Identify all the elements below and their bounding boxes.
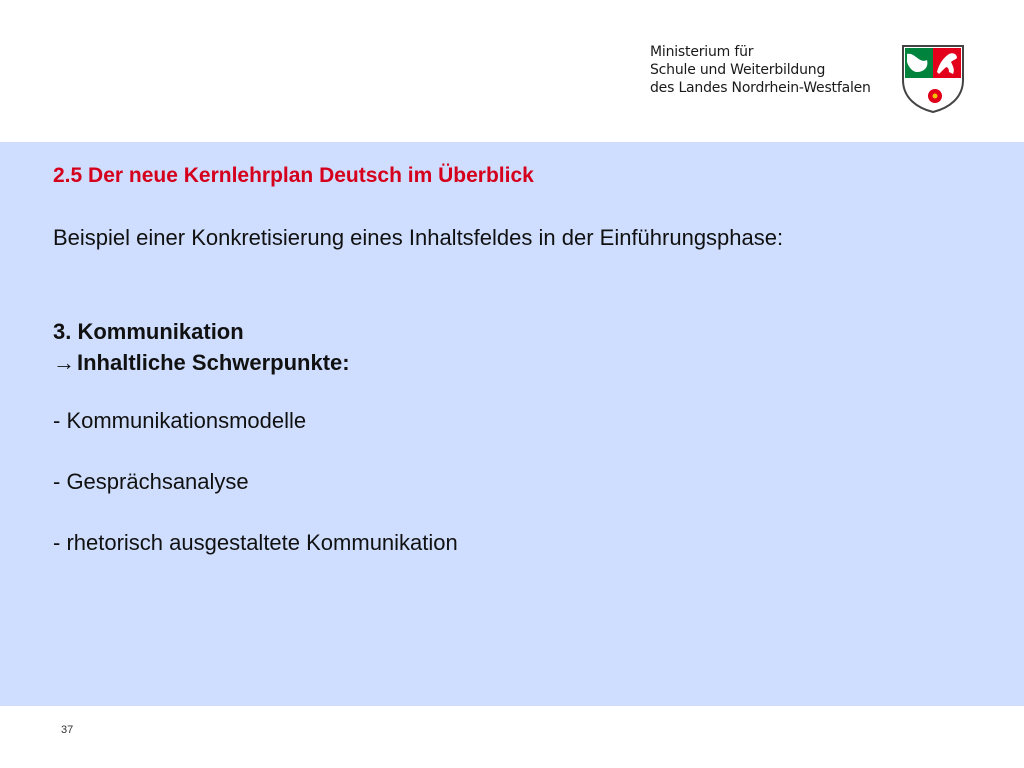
ministry-name <box>650 43 871 97</box>
content-list <box>53 408 458 591</box>
slide-header <box>0 0 1024 142</box>
ministry-line-1: Ministerium für <box>650 44 754 60</box>
nrw-coat-of-arms-icon <box>899 42 967 114</box>
focus-label: Inhaltliche Schwerpunkte: <box>77 350 350 375</box>
list-item: - Kommunikationsmodelle <box>53 408 307 433</box>
section-heading <box>53 316 350 378</box>
list-item: - Gesprächsanalyse <box>53 469 249 494</box>
focus-heading <box>53 347 350 378</box>
list-item: - rhetorisch ausgestaltete Kommunikation <box>53 530 458 555</box>
ministry-line-3: des Landes Nordrhein-Westfalen <box>650 80 871 96</box>
arrow-right-icon: → <box>53 350 75 375</box>
slide-subtitle: Beispiel einer Konkretisierung eines Inhaltsfeldes in der Einführungsphase: <box>53 225 784 250</box>
ministry-line-2: Schule und Weiterbildung <box>650 62 826 78</box>
page-number: 37 <box>61 724 74 736</box>
slide-title: 2.5 Der neue Kernlehrplan Deutsch im Überblick <box>53 164 534 187</box>
section-title: 3. Kommunikation <box>53 319 244 344</box>
